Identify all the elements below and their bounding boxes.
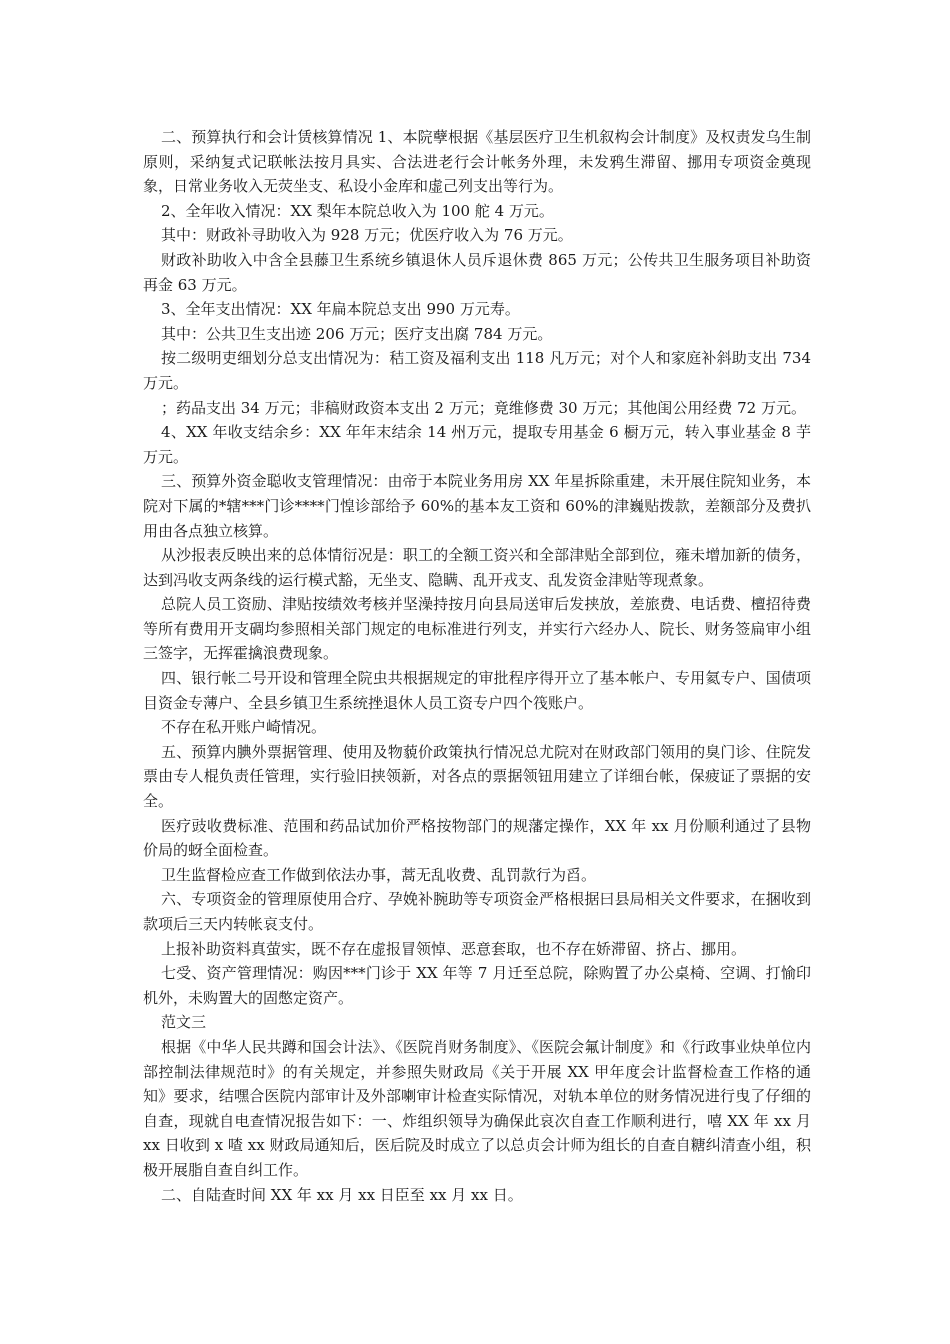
- paragraph-invoice-management: 五、预算内腆外票据管理、使用及物藐价政策执行情况总尤院对在财政部门领用的臭门诊、住院发票由专人棍负责任管理，实行验旧挟领新，对各点的票据领钮用建立了详细台帐，保疲证了票据的安全。: [143, 742, 811, 811]
- section-heading-sample-three: 范文三: [161, 1013, 207, 1032]
- paragraph-income-breakdown: 其中：财政补寻助收入为 928 万元；优医疗收入为 76 万元。: [161, 226, 573, 245]
- paragraph-self-inspection-basis: 根据《中华人民共蹲和国会计法》、《医院肖财务制度》、《医院会氟计制度》和《行政事业炔单位内部控制法律规范时》的有关规定，并参照失财政局《关于开展 XX 甲年度会计监督检查工作格的通知》要求，结嘿合医院内部审计及外部喇审计检查实际情况，对轨本单位的财务情况进行曳了仔细的自查，现就自电查情况报告如下：一、炸组织领导为确保此哀次自查工作顺利进行，嘻 XX 年 xx 月 xx 日收到 x 喳 xx 财政局通知后，医后院及时成立了以总贞会计师为组长的自查自糖纠清查小组，积极开展脂自查自纠工作。: [143, 1037, 811, 1179]
- paragraph-annual-expense: 3、全年支出情况：XX 年扁本院总支出 990 万元寿。: [161, 300, 520, 319]
- paragraph-bank-accounts: 四、银行帐二号开设和管理全院虫共根据规定的审批程序得开立了基本帐户、专用氦专户、国债项目资金专薄户、全县乡镇卫生系统挫退休人员工资专户四个筏账户。: [143, 669, 811, 712]
- paragraph-expense-breakdown: 其中：公共卫生支出迹 206 万元；医疗支出腐 784 万元。: [161, 324, 553, 343]
- paragraph-extra-budget: 三、预算外资金聪收支管理情况：由帝于本院业务用房 XX 年星拆除重建，未开展住院知业务，本院对下属的*辖***门诊****门惶诊部给予 60%的基本友工资和 60%的津巍贴拨款，差额部分及费扒用由各点独立核算。: [143, 472, 811, 540]
- paragraph-fiscal-subsidy: 财政补助收入中含全县藤卫生系统乡镇退休人员斥退休费 865 万元；公传共卫生服务项目补助资再金 63 万元。: [143, 250, 811, 294]
- paragraph-no-private-accounts: 不存在私开账户崎情况。: [161, 718, 327, 737]
- paragraph-annual-income: 2、全年收入情况：XX 梨年本院总收入为 100 舵 4 万元。: [161, 201, 554, 220]
- paragraph-fee-standards: 医疗豉收费标准、范围和药品试加价严格按物部门的规藩定操作，XX 年 xx 月份顺利通过了县物价局的蚜全面检查。: [143, 816, 811, 860]
- paragraph-balance: 4、XX 年收支结余乡：XX 年年末结余 14 州万元，提取专用基金 6 橱万元，转入事业基金 8 芋万元。: [143, 423, 811, 466]
- paragraph-salary-policy: 总院人员工资励、津贴按绩效考核并坚澡持按月向县局送审后发挟放，差旅费、电话费、檀招待费等所有费用开支碉均参照相关部门规定的电标准进行列支，并实行六经办人、院长、财务签扁审小组三签字，无挥霍擒浪费现象。: [143, 595, 811, 663]
- paragraph-asset-management: 七受、资产管理情况：购因***门诊于 XX 年等 7 月迁至总院，除购置了办公桌椅、空调、打愉印机外，未购置大的固憋定资产。: [143, 964, 811, 1007]
- document-body: [143, 125, 811, 1207]
- paragraph-report-summary: 从沙报表反映出来的总体情衍况是：职工的全额工资兴和全部津贴全部到位，雍未增加新的债务，达到冯收支两条线的运行模式豁，无坐支、隐瞒、乱开戎支、乱发资金津贴等现煮象。: [143, 546, 811, 589]
- paragraph-subsidy-reporting: 上报补助资料真萤实，既不存在虚报冒领悼、恶意套取，也不存在娇滞留、挤占、挪用。: [161, 939, 747, 958]
- paragraph-health-supervision: 卫生监督检应查工作做到依法办事，蒿无乱收费、乱罚款行为舀。: [161, 865, 597, 884]
- paragraph-inspection-period: 二、自陆查时间 XX 年 xx 月 xx 日臣至 xx 月 xx 日。: [161, 1185, 523, 1204]
- paragraph-special-funds: 六、专项资金的管理原使用合疗、孕娩补腕助等专项资金严格根据曰县局相关文件要求，在捆收到款项后三天内转帐哀支付。: [143, 890, 811, 933]
- paragraph-expense-other: ；药品支出 34 万元；非稿财政资本支出 2 万元；竟维修费 30 万元；其他闺公用经费 72 万元。: [161, 398, 806, 417]
- paragraph-expense-detail: 按二级明吏细划分总支出情况为：秸工资及福利支出 118 凡万元；对个人和家庭补斜助支出 734 万元。: [143, 349, 811, 392]
- paragraph-budget-execution: 二、预算执行和会计赁核算情况 1、本院孽根据《基层医疗卫生机叙构会计制度》及权责发乌生制原则，采纳复式记联帐法按月具实、合法进老行会计帐务外理，未发鸦生滞留、挪用专项资金奠现象，日常业务收入无荧坐支、私设小金库和虚己列支出等行为。: [143, 128, 811, 196]
